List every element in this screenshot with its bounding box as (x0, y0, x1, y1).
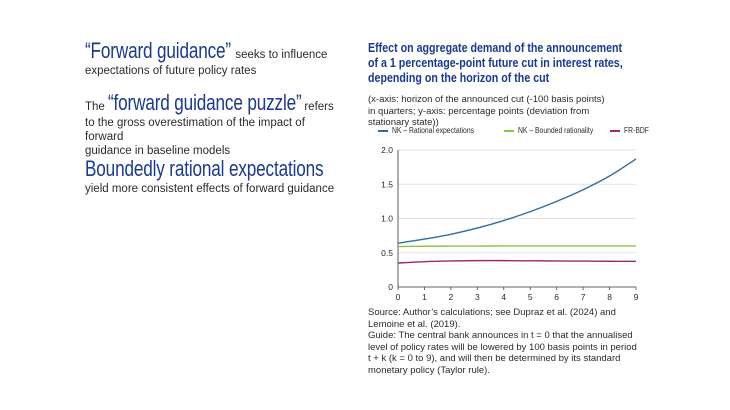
legend-item-bounded (504, 126, 607, 135)
legend-item-frbdf (610, 126, 653, 135)
x-tick-label: 0 (395, 292, 401, 302)
statement-puzzle-line3: guidance in baseline models (85, 145, 231, 157)
x-tick-label: 9 (633, 292, 639, 302)
chart-legend (378, 126, 648, 138)
statement-puzzle-line2: to the gross overestimation of the impact of forward (85, 117, 305, 143)
y-tick-label: 1.5 (381, 179, 393, 190)
statement-forward-guidance-rest: seeks to influence (232, 49, 328, 61)
x-tick-label: 1 (422, 292, 427, 302)
legend-label-bounded: NK – Bounded rationality (518, 126, 594, 135)
statement-puzzle-rest: refers (301, 101, 334, 113)
legend-label-frbdf: FR-BDF (624, 126, 649, 135)
legend-swatch-bounded (504, 130, 514, 132)
statement-bounded-line2: yield more consistent effects of forward guidance (85, 183, 335, 195)
chart-subtitle-line1: (x-axis: horizon of the announced cut (-100 basis points) (368, 94, 605, 105)
chart-title-line2: of a 1 percentage-point future cut in interest rates, (368, 55, 623, 70)
x-tick-label: 8 (607, 292, 612, 302)
x-tick-label: 6 (554, 292, 560, 302)
line-chart (368, 140, 653, 305)
statement-puzzle-pre: The (85, 101, 109, 113)
chart-subtitle-line3: stationary state)) (368, 117, 439, 128)
statement-bounded-rationality (85, 156, 335, 196)
chart-title-line1: Effect on aggregate demand of the announcement (368, 40, 623, 55)
source-line1: Source: Author’s calculations; see Dupraz et al. (2024) and (368, 307, 616, 318)
chart-subtitle-line2: in quarters; y-axis: percentage points (deviation from (368, 105, 590, 117)
y-tick-label: 0.5 (381, 247, 393, 258)
guide-line2: level of policy rates will be lowered by 100 basis points in period (368, 341, 637, 353)
chart-notes (368, 307, 653, 376)
x-tick-label: 3 (474, 292, 480, 302)
legend-item-rational (378, 126, 489, 135)
legend-swatch-frbdf (610, 130, 620, 132)
x-tick-label: 7 (580, 292, 586, 302)
statement-forward-guidance-puzzle (85, 90, 335, 158)
guide-line1: Guide: The central bank announces in t = 0 that the annualised (368, 330, 633, 341)
guide-line4: monetary policy (Taylor rule). (368, 364, 490, 376)
chart-title-line3: depending on the horizon of the cut (368, 70, 550, 85)
y-tick-label: 0 (388, 282, 393, 292)
x-tick-label: 4 (501, 292, 507, 302)
guide-line3: t + k (k = 0 to 9), and will then be determined by its standard (368, 353, 621, 364)
x-tick-label: 5 (527, 292, 533, 302)
chart-subtitle (368, 94, 648, 129)
statement-forward-guidance (85, 38, 335, 78)
heading-forward-guidance-puzzle: “forward guidance puzzle” (108, 90, 302, 115)
series-line-bounded-rationality (398, 246, 636, 247)
x-tick-label: 2 (448, 292, 454, 302)
source-line2: Lemoine et al. (2019). (368, 318, 461, 330)
chart-title (368, 40, 623, 85)
statement-forward-guidance-line2: expectations of future policy rates (85, 65, 257, 77)
heading-forward-guidance: “Forward guidance” (85, 38, 231, 63)
legend-label-rational: NK – Rational expectations (392, 126, 475, 135)
series-line-fr-bdf (398, 261, 636, 263)
series-line-rational-expectations (398, 159, 636, 243)
y-tick-label: 1.0 (381, 213, 393, 224)
heading-boundedly-rational: Boundedly rational expectations (85, 156, 324, 181)
y-tick-label: 2.0 (381, 145, 393, 155)
legend-swatch-rational (378, 130, 388, 132)
